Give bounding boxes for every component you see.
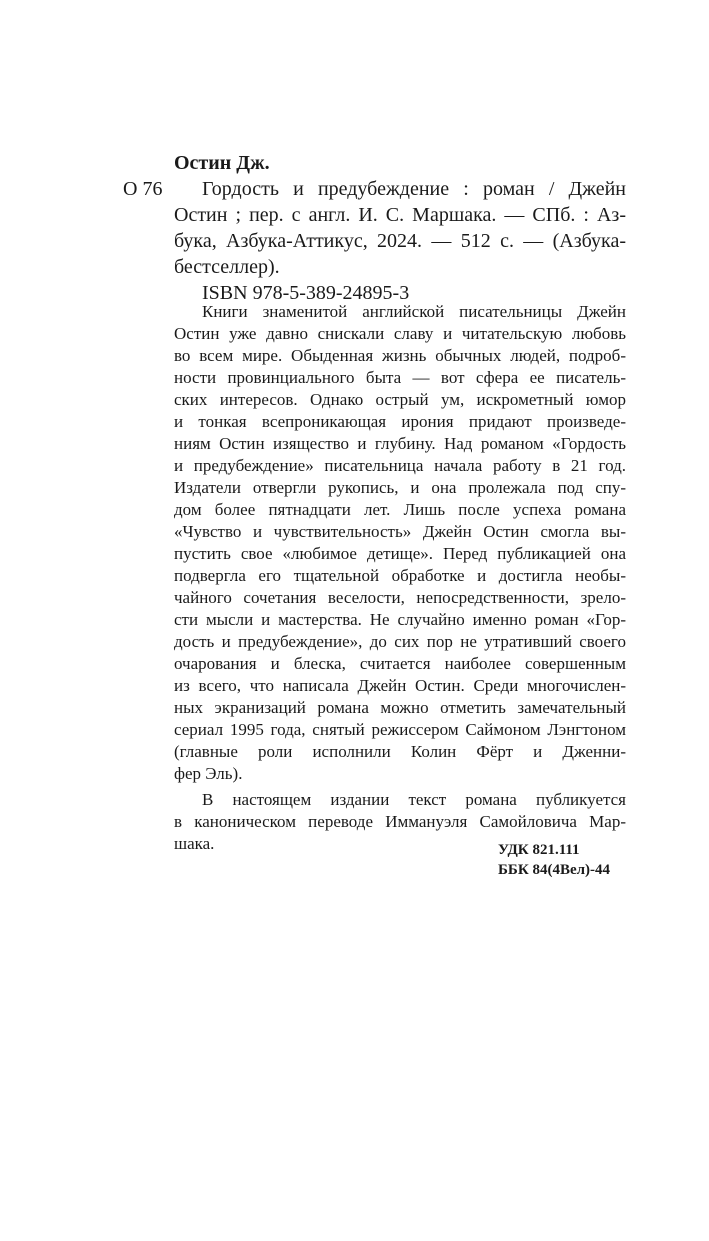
annotation-line: ниям Остин изящество и глубину. Над романом «Гордость <box>174 434 626 453</box>
annotation-line: и предубеждение» писательница начала работу в 21 год. <box>174 456 626 475</box>
annotation-line: в каноническом переводе Иммануэля Самойловича Мар- <box>174 812 626 831</box>
annotation-line: (главные роли исполнили Колин Фёрт и Дженни- <box>174 742 626 761</box>
udk-index: УДК 821.111 <box>498 842 580 858</box>
annotation-line: ских интересов. Однако острый ум, искрометный юмор <box>174 390 626 409</box>
biblio-line: бука, Азбука-Аттикус, 2024. — 512 с. — (Азбука- <box>174 230 626 252</box>
bbk-index: ББК 84(4Вел)-44 <box>498 862 611 878</box>
annotation-line: чайного сочетания веселости, непосредственности, зрело- <box>174 588 626 607</box>
annotation-line: дость и предубеждение», до сих пор не утративший своего <box>174 632 626 651</box>
annotation-line: дом более пятнадцати лет. Лишь после успеха романа <box>174 500 626 519</box>
annotation-line: Издатели отвергли рукопись, и она пролежала под спу- <box>174 478 626 497</box>
annotation-line: из всего, что написала Джейн Остин. Среди многочислен- <box>174 676 626 695</box>
annotation-line: и тонкая всепроникающая ирония придают произведе- <box>174 412 626 431</box>
annotation-line: «Чувство и чувствительность» Джейн Остин смогла вы- <box>174 522 626 541</box>
annotation-line: сти мысли и мастерства. Не случайно именно роман «Гор- <box>174 610 626 629</box>
annotation-line: ности провинциального быта — вот сфера ее писатель- <box>174 368 626 387</box>
annotation-line: ных экранизаций романа можно отметить замечательный <box>174 698 626 717</box>
annotation-text <box>174 301 626 855</box>
biblio-line: бестселлер). <box>174 256 280 278</box>
annotation-line: очарования и блеска, считается наиболее совершенным <box>174 654 626 673</box>
annotation-line: сериал 1995 года, снятый режиссером Саймоном Лэнгтоном <box>174 720 626 739</box>
biblio-line: Остин ; пер. с англ. И. С. Маршака. — СПб. : Аз- <box>174 204 626 226</box>
annotation-line: подвергла его тщательной обработке и достигла необы- <box>174 566 626 585</box>
annotation-line: во всем мире. Обыденная жизнь обычных людей, подроб- <box>174 346 626 365</box>
annotation-line: пустить свое «любимое детище». Перед публикацией она <box>174 544 626 563</box>
annotation-line: В настоящем издании текст романа публикуется <box>202 790 626 809</box>
author-mark-code: О 76 <box>123 178 163 200</box>
author-heading: Остин Дж. <box>174 152 270 174</box>
annotation-line: Книги знаменитой английской писательницы Джейн <box>202 302 626 321</box>
annotation-line: фер Эль). <box>174 764 243 783</box>
annotation-line: шака. <box>174 834 215 853</box>
isbn-number: ISBN 978-5-389-24895-3 <box>202 282 410 304</box>
biblio-line: Гордость и предубеждение : роман / Джейн <box>202 178 626 200</box>
bibliographic-description <box>174 176 626 280</box>
annotation-line: Остин уже давно снискали славу и читательскую любовь <box>174 324 626 343</box>
